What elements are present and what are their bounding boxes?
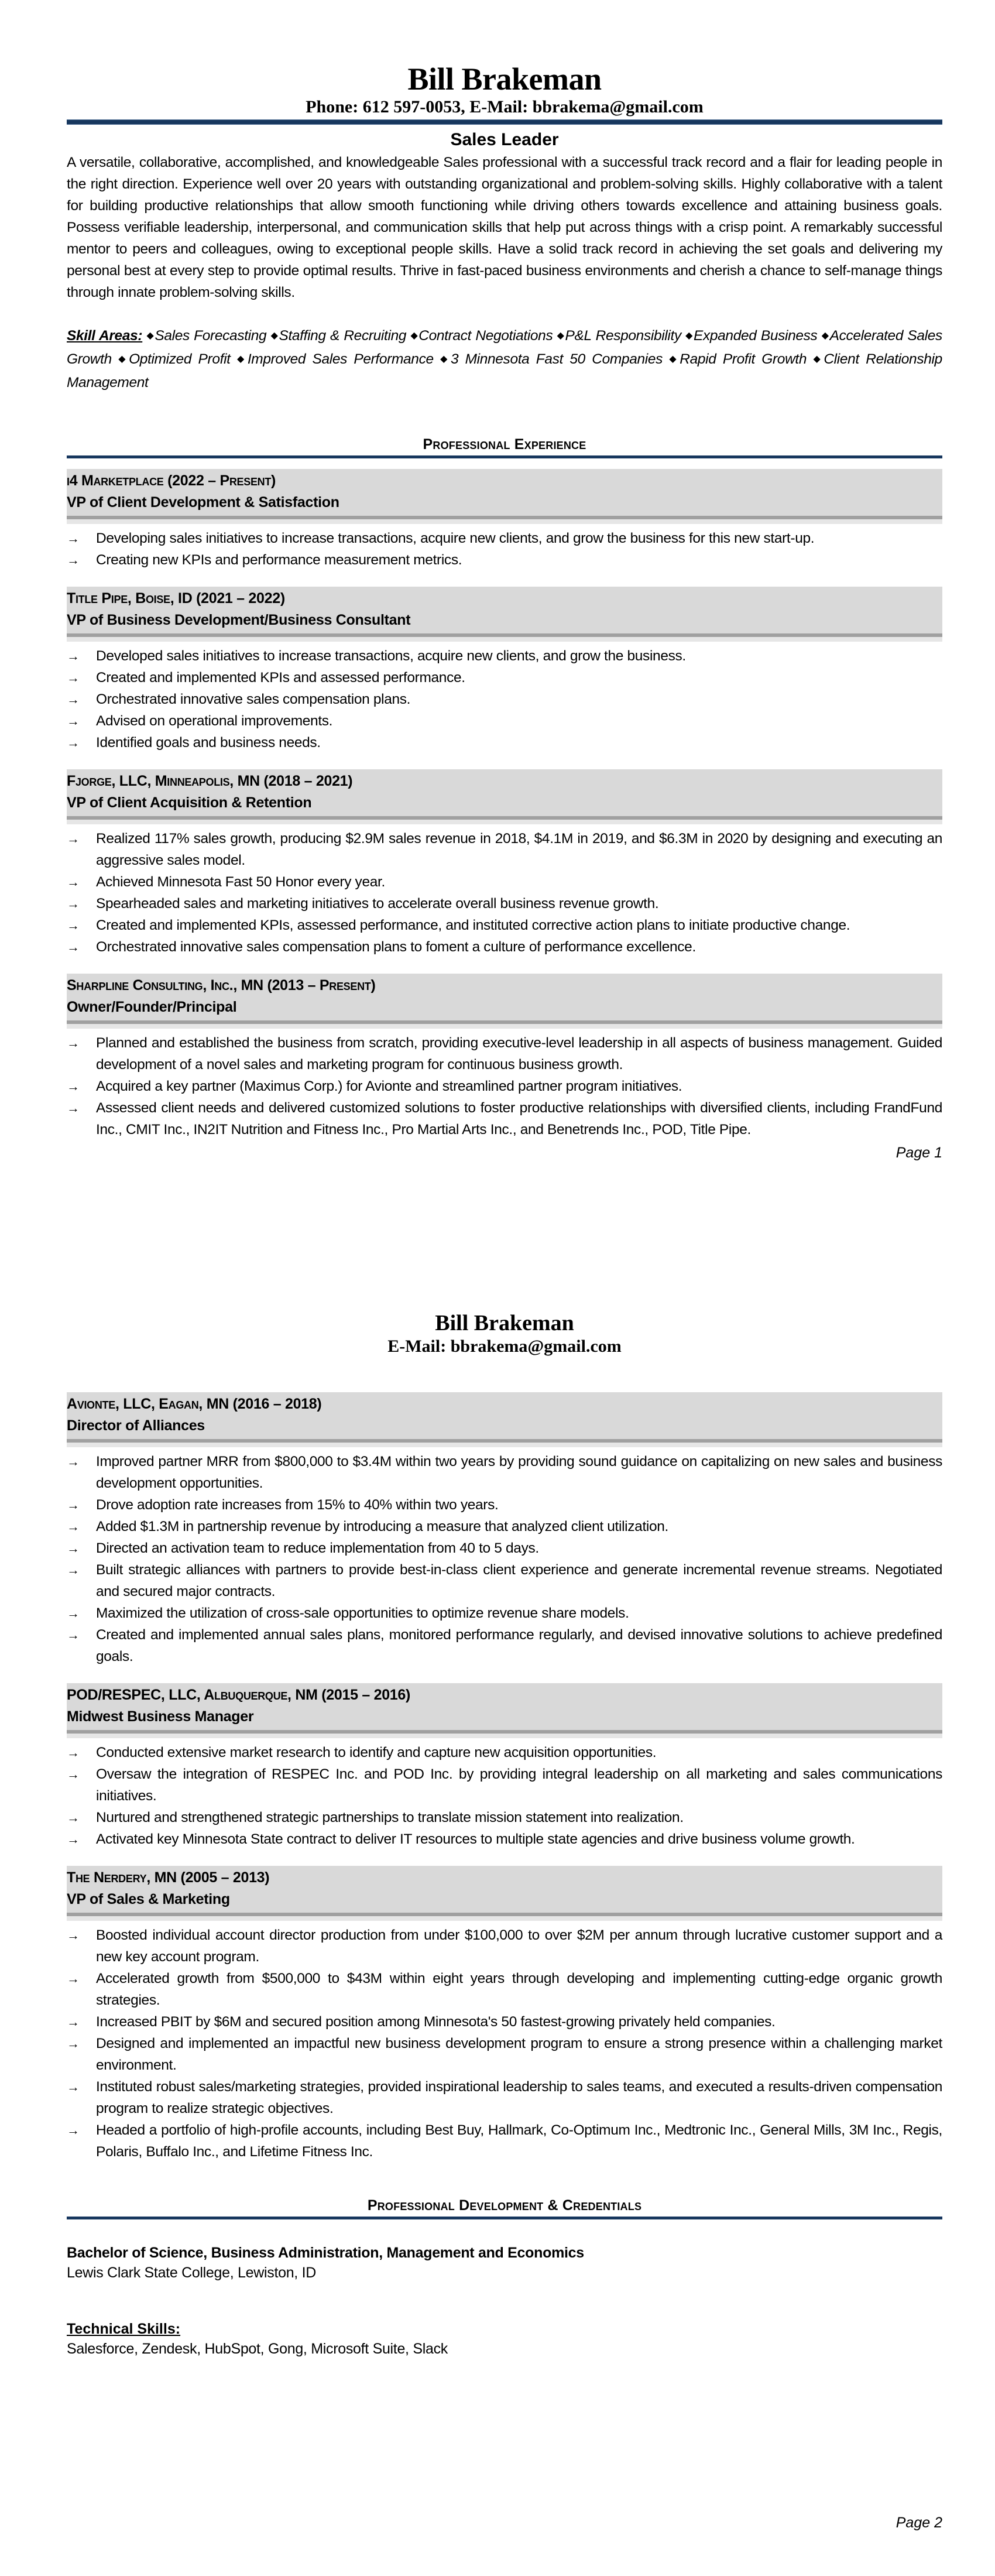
list-item [67, 1968, 942, 2011]
list-item [67, 549, 942, 571]
job-header-strip [67, 1734, 942, 1738]
skill-label: Sales Forecasting [155, 328, 267, 344]
job-company: Avionte, LLC, Eagan, MN (2016 – 2018) [67, 1396, 322, 1412]
job-company: The Nerdery, MN (2005 – 2013) [67, 1869, 270, 1886]
skill-item [681, 328, 818, 344]
list-item [67, 914, 942, 936]
bullet-text: Created and implemented KPIs and assessed performance. [96, 670, 465, 686]
bullet-text: Increased PBIT by $6M and secured position among Minnesota's 50 fastest-growing privately held companies. [96, 2014, 776, 2030]
list-item [67, 936, 942, 958]
resume-page-1 [67, 61, 942, 1163]
arrow-right-icon: → [67, 735, 80, 750]
job-entry [67, 469, 942, 571]
bullet-text: Acquired a key partner (Maximus Corp.) for Avionte and streamlined partner program initiatives. [96, 1078, 682, 1094]
page-number: Page 1 [896, 1145, 942, 1161]
job-header [67, 974, 942, 1029]
list-item [67, 1763, 942, 1807]
job-header-strip [67, 637, 942, 642]
bullet-text: Oversaw the integration of RESPEC Inc. and POD Inc. by providing integral leadership on all marketing and sales communications initiatives. [96, 1766, 942, 1804]
job-entry [67, 1866, 942, 2163]
skill-item [231, 351, 434, 367]
diamond-bullet-icon: ◆ [270, 331, 279, 341]
list-item [67, 1742, 942, 1763]
header-divider [67, 119, 942, 125]
diamond-bullet-icon: ◆ [813, 354, 824, 364]
job-header [67, 587, 942, 642]
arrow-right-icon: → [67, 1563, 80, 1577]
bullet-text: Created and implemented annual sales plans, monitored performance regularly, and devised innovative solutions to achieve predefined goals. [96, 1627, 942, 1664]
arrow-right-icon: → [67, 2015, 80, 2029]
diamond-bullet-icon: ◆ [557, 331, 565, 341]
job-company: Fjorge, LLC, Minneapolis, MN (2018 – 2021) [67, 773, 353, 789]
job-role: VP of Client Acquisition & Retention [67, 794, 312, 811]
job-entry [67, 1392, 942, 1667]
skill-item [147, 328, 267, 344]
bullet-text: Developing sales initiatives to increase transactions, acquire new clients, and grow the business for this new start-up. [96, 530, 815, 546]
bullet-text: Identified goals and business needs. [96, 735, 321, 751]
page-number-2: Page 2 [896, 2515, 942, 2531]
diamond-bullet-icon: ◆ [410, 331, 418, 341]
skill-label: Expanded Business [693, 328, 818, 344]
credentials-divider [67, 2217, 942, 2219]
technical-skills-label: Technical Skills: [67, 2321, 181, 2337]
arrow-right-icon: → [67, 649, 80, 663]
education-degree: Bachelor of Science, Business Administration, Management and Economics [67, 2245, 584, 2261]
arrow-right-icon: → [67, 1628, 80, 1642]
skill-label: Accelerated Sales Growth [67, 328, 942, 367]
list-item [67, 893, 942, 914]
job-role: Midwest Business Manager [67, 1708, 254, 1725]
job-header-strip [67, 1024, 942, 1029]
skill-label: Contract Negotiations [418, 328, 553, 344]
bullet-text: Headed a portfolio of high-profile accounts, including Best Buy, Hallmark, Co-Optimum Inc., Medtronic Inc., General Mills, 3M Inc., Regis, Polaris, Buffalo Inc., and Lifetime Fitness Inc. [96, 2122, 942, 2160]
job-header-strip [67, 1916, 942, 1921]
job-company: Title Pipe, Boise, ID (2021 – 2022) [67, 590, 285, 607]
job-role: Owner/Founder/Principal [67, 999, 237, 1015]
job-bullets [67, 828, 942, 958]
list-item [67, 710, 942, 732]
arrow-right-icon: → [67, 1541, 80, 1556]
arrow-right-icon: → [67, 670, 80, 685]
arrow-right-icon: → [67, 1079, 80, 1094]
list-item [67, 1494, 942, 1516]
list-item [67, 2011, 942, 2033]
candidate-name-page-2: Bill Brakeman [435, 1311, 574, 1335]
bullet-text: Added $1.3M in partnership revenue by introducing a measure that analyzed client utilization. [96, 1519, 669, 1534]
job-bullets [67, 645, 942, 753]
arrow-right-icon: → [67, 1036, 80, 1050]
bullet-text: Spearheaded sales and marketing initiatives to accelerate overall business revenue growth. [96, 896, 659, 912]
job-list-page-2 [67, 1392, 942, 2163]
arrow-right-icon: → [67, 1810, 80, 1825]
skill-item [663, 351, 807, 367]
bullet-text: Realized 117% sales growth, producing $2.9M sales revenue in 2018, $4.1M in 2019, and $6.3M in 2020 by designing and executing an aggressive sales model. [96, 831, 942, 868]
list-item [67, 527, 942, 549]
section-title-experience: Professional Experience [423, 436, 586, 453]
diamond-bullet-icon: ◆ [236, 354, 247, 364]
list-item [67, 1559, 942, 1602]
arrow-right-icon: → [67, 714, 80, 728]
list-item [67, 1097, 942, 1140]
arrow-right-icon: → [67, 896, 80, 911]
list-item [67, 1807, 942, 1828]
diamond-bullet-icon: ◆ [669, 354, 680, 364]
experience-divider [67, 455, 942, 458]
list-item [67, 1828, 942, 1850]
bullet-text: Created and implemented KPIs, assessed performance, and instituted corrective action plans to initiate productive change. [96, 917, 850, 933]
arrow-right-icon: → [67, 1519, 80, 1534]
skill-label: 3 Minnesota Fast 50 Companies [450, 351, 663, 367]
list-item [67, 667, 942, 688]
arrow-right-icon: → [67, 2080, 80, 2094]
arrow-right-icon: → [67, 1971, 80, 1986]
arrow-right-icon: → [67, 1454, 80, 1469]
bullet-text: Drove adoption rate increases from 15% to 40% within two years. [96, 1497, 499, 1513]
bullet-text: Conducted extensive market research to identify and capture new acquisition opportunities. [96, 1745, 657, 1760]
arrow-right-icon: → [67, 940, 80, 954]
arrow-right-icon: → [67, 553, 80, 567]
list-item [67, 1924, 942, 1968]
skill-areas [67, 325, 942, 393]
arrow-right-icon: → [67, 875, 80, 889]
list-item [67, 1624, 942, 1667]
job-entry [67, 587, 942, 753]
bullet-text: Boosted individual account director production from under $100,000 to over $2M per annum through lucrative customer support and a new key account program. [96, 1927, 942, 1965]
arrow-right-icon: → [67, 1745, 80, 1760]
job-header [67, 469, 942, 524]
contact-line: Phone: 612 597-0053, E-Mail: bbrakema@gmail.com [306, 97, 704, 117]
bullet-text: Designed and implemented an impactful new business development program to ensure a strong presence within a challenging market environment. [96, 2036, 942, 2073]
skill-label: Rapid Profit Growth [680, 351, 807, 367]
arrow-right-icon: → [67, 831, 80, 846]
skill-item [406, 328, 553, 344]
bullet-text: Creating new KPIs and performance measurement metrics. [96, 552, 462, 568]
list-item [67, 1451, 942, 1494]
arrow-right-icon: → [67, 1767, 80, 1782]
headline: Sales Leader [450, 130, 559, 149]
arrow-right-icon: → [67, 2123, 80, 2137]
list-item [67, 871, 942, 893]
list-item [67, 1075, 942, 1097]
job-header [67, 1683, 942, 1738]
list-item [67, 828, 942, 871]
skill-areas-label: Skill Areas: [67, 328, 143, 344]
bullet-text: Nurtured and strengthened strategic partnerships to translate mission statement into realization. [96, 1810, 684, 1825]
bullet-text: Planned and established the business from scratch, providing executive-level leadership in all aspects of business management. Guided development of a novel sales and marketing program for continuous business growth. [96, 1035, 942, 1073]
arrow-right-icon: → [67, 1606, 80, 1621]
job-company: Sharpline Consulting, Inc., MN (2013 – Present) [67, 977, 376, 994]
bullet-text: Directed an activation team to reduce implementation from 40 to 5 days. [96, 1540, 539, 1556]
job-entry [67, 769, 942, 958]
section-title-credentials: Professional Development & Credentials [367, 2197, 642, 2214]
diamond-bullet-icon: ◆ [118, 354, 129, 364]
bullet-text: Activated key Minnesota State contract to deliver IT resources to multiple state agencies and drive business volume growth. [96, 1831, 855, 1847]
skill-areas-list [67, 328, 942, 390]
job-bullets [67, 527, 942, 571]
bullet-text: Developed sales initiatives to increase transactions, acquire new clients, and grow the business. [96, 648, 686, 664]
arrow-right-icon: → [67, 531, 80, 546]
job-header [67, 1392, 942, 1447]
job-header [67, 769, 942, 824]
bullet-text: Maximized the utilization of cross-sale opportunities to optimize revenue share models. [96, 1605, 629, 1621]
arrow-right-icon: → [67, 918, 80, 933]
list-item [67, 732, 942, 753]
arrow-right-icon: → [67, 1101, 80, 1115]
job-header-strip [67, 519, 942, 524]
candidate-name: Bill Brakeman [407, 61, 602, 97]
job-header [67, 1866, 942, 1921]
education-school: Lewis Clark State College, Lewiston, ID [67, 2265, 316, 2281]
skill-label: Improved Sales Performance [247, 351, 434, 367]
resume-page-2 [67, 1310, 942, 2359]
bullet-text: Orchestrated innovative sales compensation plans to foment a culture of performance excellence. [96, 939, 696, 955]
job-company: i4 Marketplace (2022 – Present) [67, 472, 276, 489]
job-role: VP of Business Development/Business Consultant [67, 612, 411, 628]
job-bullets [67, 1451, 942, 1667]
bullet-text: Achieved Minnesota Fast 50 Honor every year. [96, 874, 385, 890]
skill-item [434, 351, 663, 367]
job-bullets [67, 1742, 942, 1850]
job-list-page-1 [67, 469, 942, 1140]
skill-item [112, 351, 231, 367]
job-header-strip [67, 1443, 942, 1447]
skill-item [553, 328, 681, 344]
bullet-text: Advised on operational improvements. [96, 713, 333, 729]
list-item [67, 2119, 942, 2163]
job-entry [67, 974, 942, 1140]
arrow-right-icon: → [67, 692, 80, 707]
job-header-strip [67, 820, 942, 824]
skill-item [266, 328, 406, 344]
arrow-right-icon: → [67, 1832, 80, 1847]
job-bullets [67, 1032, 942, 1140]
summary-paragraph: A versatile, collaborative, accomplished, and knowledgeable Sales professional with a successful track record and a flair for leading people in the right direction. Experience well over 20 years with outstanding organizational and problem-solving skills. Highly collaborative with a talent for building productive relationships that allow smooth functioning while driving others towards excellence and attaining business goals. Possess verifiable leadership, interpersonal, and communication skills that help put across things with a crisp point. A remarkably successful mentor to peers and colleagues, owing to exceptional people skills. Have a solid track record in achieving the set goals and delivering my personal best at every step to provide optimal results. Thrive in fast-paced business environments and cherish a chance to self-manage things through innate problem-solving skills. [67, 155, 942, 300]
list-item [67, 2033, 942, 2076]
job-role: VP of Sales & Marketing [67, 1891, 230, 1907]
arrow-right-icon: → [67, 2036, 80, 2051]
skill-label: Optimized Profit [129, 351, 231, 367]
skill-label: Client Relationship Management [67, 351, 942, 390]
list-item [67, 688, 942, 710]
list-item [67, 1537, 942, 1559]
diamond-bullet-icon: ◆ [440, 354, 450, 364]
bullet-text: Assessed client needs and delivered customized solutions to foster productive relationships with diversified clients, including FrandFund Inc., CMIT Inc., IN2IT Nutrition and Fitness Inc., Pro Martial Arts Inc., and Benetrends Inc., POD, Title Pipe. [96, 1100, 942, 1138]
skill-label: Staffing & Recruiting [279, 328, 407, 344]
arrow-right-icon: → [67, 1928, 80, 1943]
diamond-bullet-icon: ◆ [685, 331, 693, 341]
diamond-bullet-icon: ◆ [821, 331, 829, 341]
arrow-right-icon: → [67, 1498, 80, 1512]
list-item [67, 1032, 942, 1075]
contact-line-page-2: E-Mail: bbrakema@gmail.com [387, 1337, 622, 1356]
list-item [67, 645, 942, 667]
job-role: Director of Alliances [67, 1417, 205, 1434]
diamond-bullet-icon: ◆ [146, 331, 155, 341]
job-role: VP of Client Development & Satisfaction [67, 494, 339, 511]
job-bullets [67, 1924, 942, 2163]
job-company: POD/RESPEC, LLC, Albuquerque, NM (2015 – 2016) [67, 1687, 411, 1703]
list-item [67, 1602, 942, 1624]
list-item [67, 2076, 942, 2119]
bullet-text: Accelerated growth from $500,000 to $43M within eight years through developing and implementing cutting-edge organic growth strategies. [96, 1971, 942, 2008]
list-item [67, 1516, 942, 1537]
bullet-text: Instituted robust sales/marketing strategies, provided inspirational leadership to sales teams, and executed a results-driven compensation program to realize strategic objectives. [96, 2079, 942, 2116]
job-entry [67, 1683, 942, 1850]
bullet-text: Improved partner MRR from $800,000 to $3.4M within two years by providing sound guidance on capitalizing on new sales and business development opportunities. [96, 1454, 942, 1491]
skill-label: P&L Responsibility [565, 328, 681, 344]
technical-skills-list: Salesforce, Zendesk, HubSpot, Gong, Microsoft Suite, Slack [67, 2341, 448, 2357]
bullet-text: Orchestrated innovative sales compensation plans. [96, 691, 411, 707]
bullet-text: Built strategic alliances with partners to provide best-in-class client experience and generate incremental revenue streams. Negotiated and secured major contracts. [96, 1562, 942, 1599]
